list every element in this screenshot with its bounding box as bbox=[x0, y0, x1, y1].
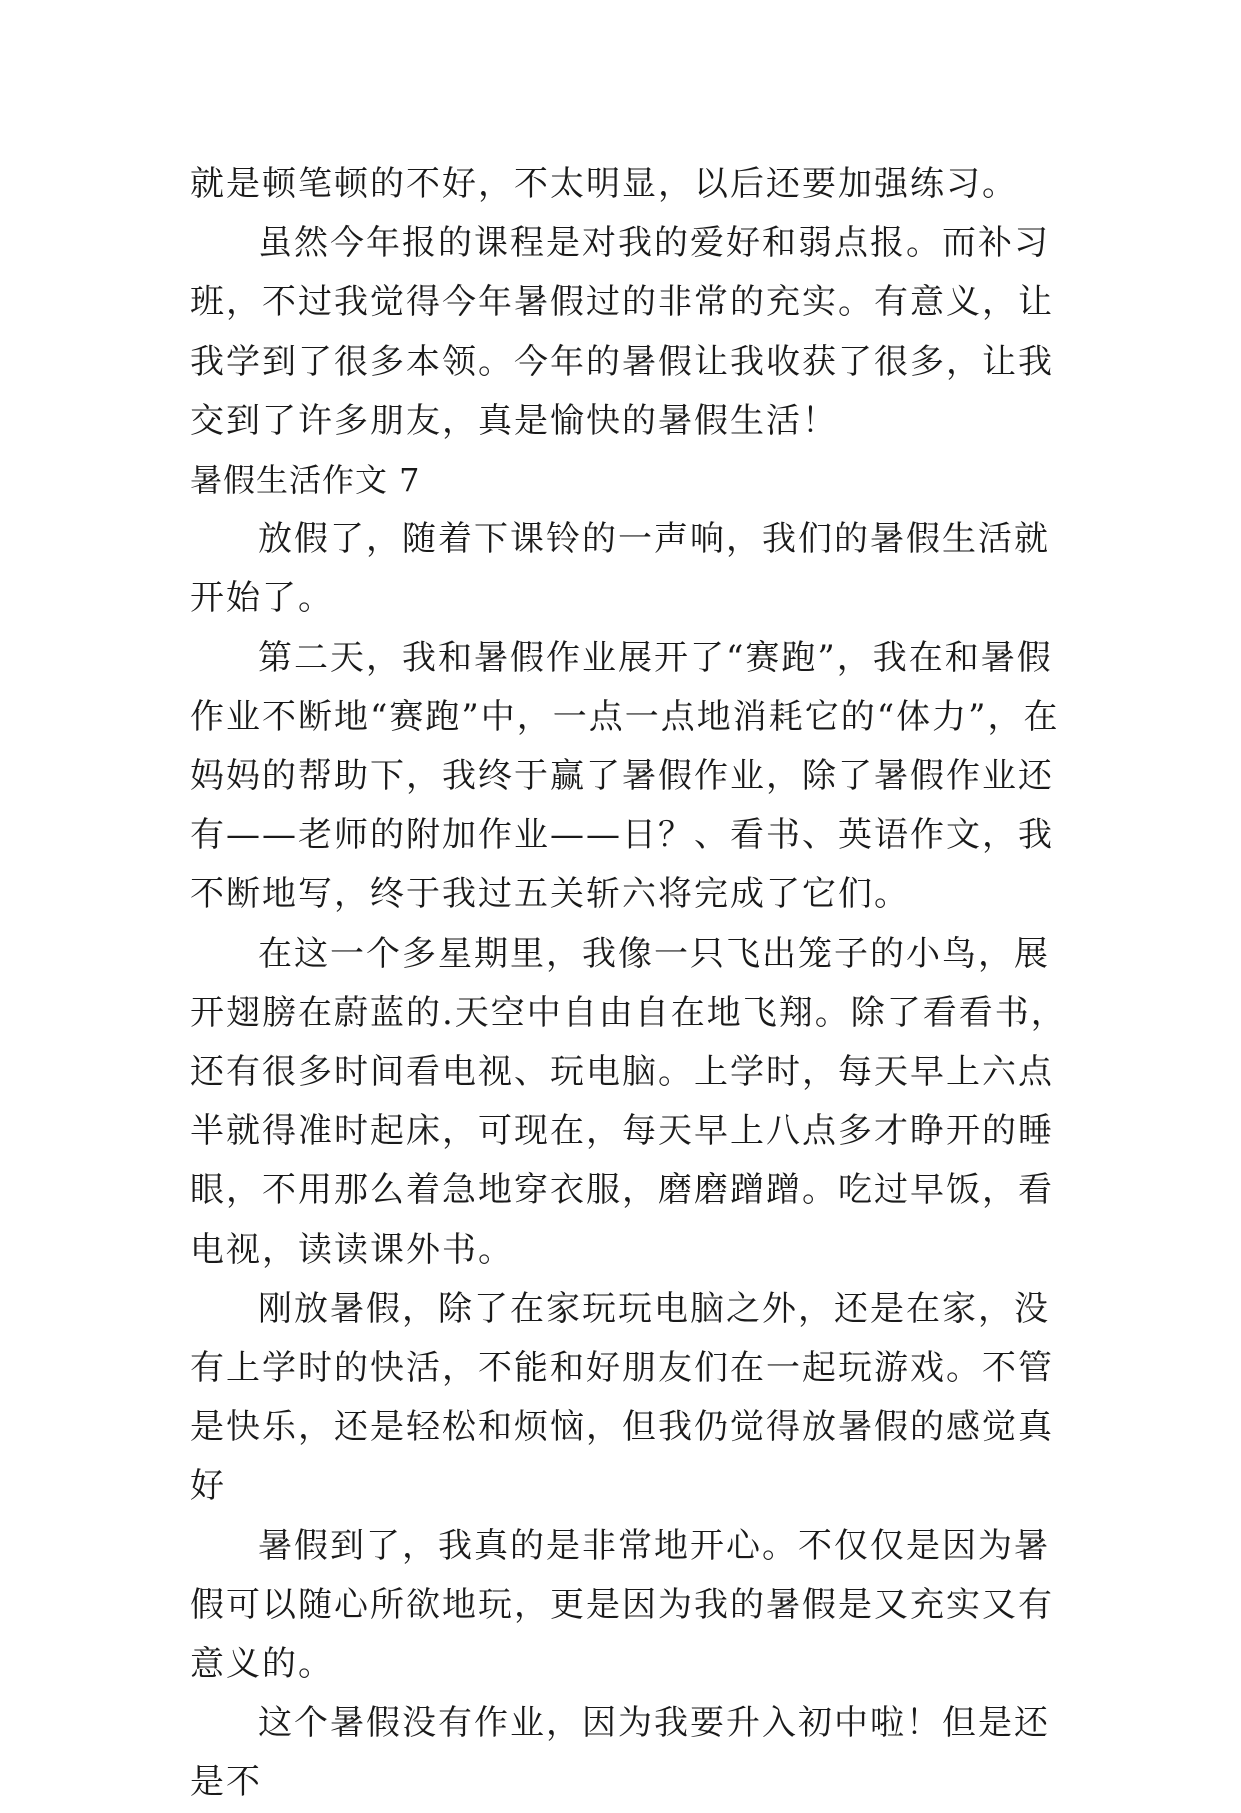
paragraph: 第二天，我和暑假作业展开了“赛跑”，我在和暑假作业不断地“赛跑”中，一点一点地消耗它的“体力”，在妈妈的帮助下，我终于赢了暑假作业，除了暑假作业还有——老师的附加作业——日？、看书、英语作文，我不断地写，终于我过五关斩六将完成了它们。 bbox=[190, 637, 1060, 915]
paragraph: 虽然今年报的课程是对我的爱好和弱点报。而补习班，不过我觉得今年暑假过的非常的充实。有意义，让我学到了很多本领。今年的暑假让我收获了很多，让我交到了许多朋友，真是愉快的暑假生活！ bbox=[190, 223, 1054, 441]
body-text bbox=[190, 155, 1070, 1813]
paragraph: 这个暑假没有作业，因为我要升入初中啦！但是还是不 bbox=[190, 1703, 1050, 1803]
paragraph: 在这一个多星期里，我像一只飞出笼子的小鸟，展开翅膀在蔚蓝的.天空中自由自在地飞翔。除了看看书，还有很多时间看电视、玩电脑。上学时，每天早上六点半就得准时起床，可现在，每天早上八点多才睁开的睡眼，不用那么着急地穿衣服，磨磨蹭蹭。吃过早饭，看电视，读读课外书。 bbox=[190, 933, 1067, 1270]
section-heading: 暑假生活作文 7 bbox=[190, 461, 421, 500]
paragraph: 放假了，随着下课铃的一声响，我们的暑假生活就开始了。 bbox=[190, 519, 1050, 619]
paragraph: 暑假到了，我真的是非常地开心。不仅仅是因为暑假可以随心所欲地玩，更是因为我的暑假是又充实又有意义的。 bbox=[190, 1525, 1054, 1685]
paragraph: 就是顿笔顿的不好，不太明显，以后还要加强练习。 bbox=[190, 164, 1018, 204]
paragraph: 刚放暑假，除了在家玩玩电脑之外，还是在家，没有上学时的快活，不能和好朋友们在一起玩游戏。不管是快乐，还是轻松和烦恼，但我仍觉得放暑假的感觉真好 bbox=[190, 1288, 1054, 1507]
